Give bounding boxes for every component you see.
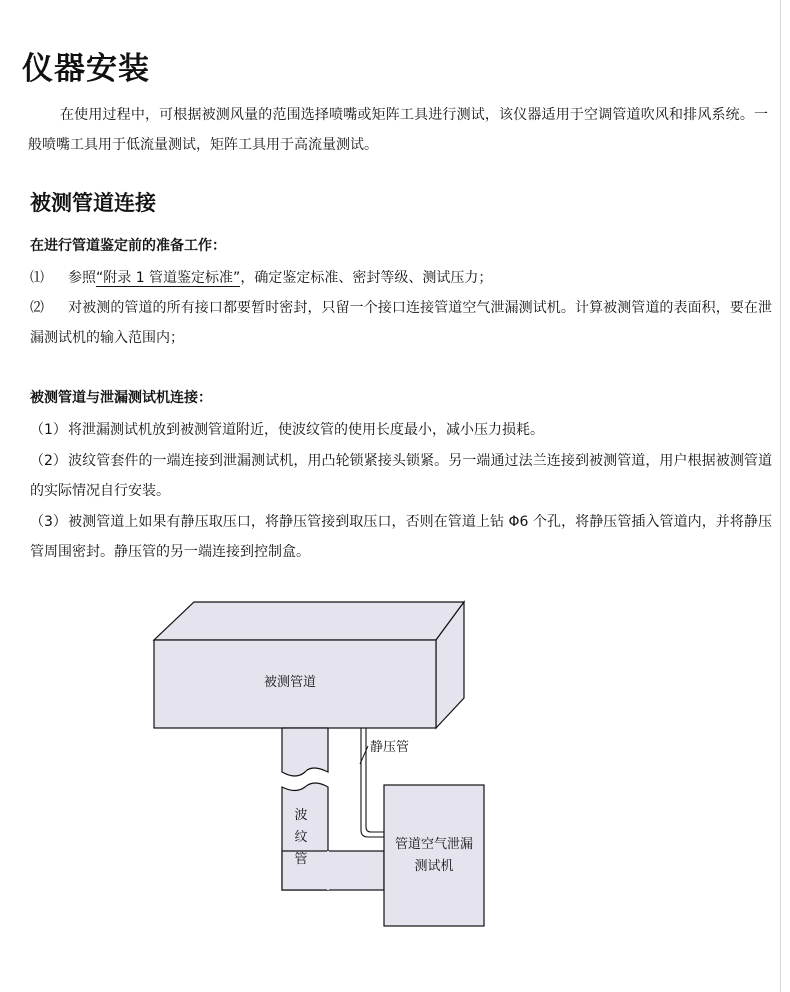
connection-item-2	[30, 446, 772, 506]
connection-item-3-number: （3）	[30, 514, 67, 530]
connection-item-1-number: （1）	[30, 422, 67, 438]
preparation-item-2	[30, 293, 772, 353]
connection-item-2-text: 波纹管套件的一端连接到泄漏测试机，用凸轮锁紧接头锁紧。另一端通过法兰连接到被测管道，用户根据被测管道的实际情况自行安装。	[30, 453, 772, 499]
leak-tester-label: 管道空气泄漏测试机	[394, 837, 473, 874]
preparation-item-2-number: ⑵	[30, 300, 44, 316]
connection-item-2-number: （2）	[30, 453, 67, 469]
connection-item-3-text: 被测管道上如果有静压取压口，将静压管接到取压口，否则在管道上钻 Φ6 个孔，将静压管插入管道内，并将静压管周围密封。静压管的另一端连接到控制盒。	[30, 514, 772, 560]
preparation-item-1-text-before: 参照	[68, 270, 96, 286]
preparation-item-1	[30, 263, 772, 293]
duct-connection-diagram	[150, 600, 490, 930]
preparation-item-1-text-after: ，确定鉴定标准、密封等级、测试压力；	[240, 270, 493, 286]
diagram-drawing	[150, 600, 490, 930]
bellows-upper-segment	[282, 728, 328, 776]
preparation-item-1-number: ⑴	[30, 270, 44, 286]
intro-paragraph: 在使用过程中，可根据被测风量的范围选择喷嘴或矩阵工具进行测试，该仪器适用于空调管道吹风和排风系统。一般喷嘴工具用于低流量测试，矩阵工具用于高流量测试。	[28, 107, 768, 153]
preparation-heading: 在进行管道鉴定前的准备工作：	[30, 238, 226, 254]
connection-item-1-text: 将泄漏测试机放到被测管道附近，使波纹管的使用长度最小，减小压力损耗。	[68, 422, 544, 438]
appendix-reference: “附录 1 管道鉴定标准”	[96, 270, 241, 286]
duct-label: 被测管道	[264, 675, 317, 690]
connection-heading: 被测管道与泄漏测试机连接：	[30, 390, 212, 406]
connection-item-3	[30, 507, 772, 567]
connection-item-1	[30, 415, 772, 445]
static-pressure-tube-label: 静压管	[370, 740, 410, 755]
preparation-item-2-text: 对被测的管道的所有接口都要暂时密封，只留一个接口连接管道空气泄漏测试机。计算被测管道的表面积，要在泄漏测试机的输入范围内；	[30, 300, 772, 346]
page-edge-rule	[780, 0, 781, 992]
section-heading: 被测管道连接	[30, 191, 156, 216]
page-title: 仪器安装	[22, 50, 150, 87]
duct-top-face	[154, 602, 464, 640]
bellows-label: 波纹管	[294, 808, 308, 867]
